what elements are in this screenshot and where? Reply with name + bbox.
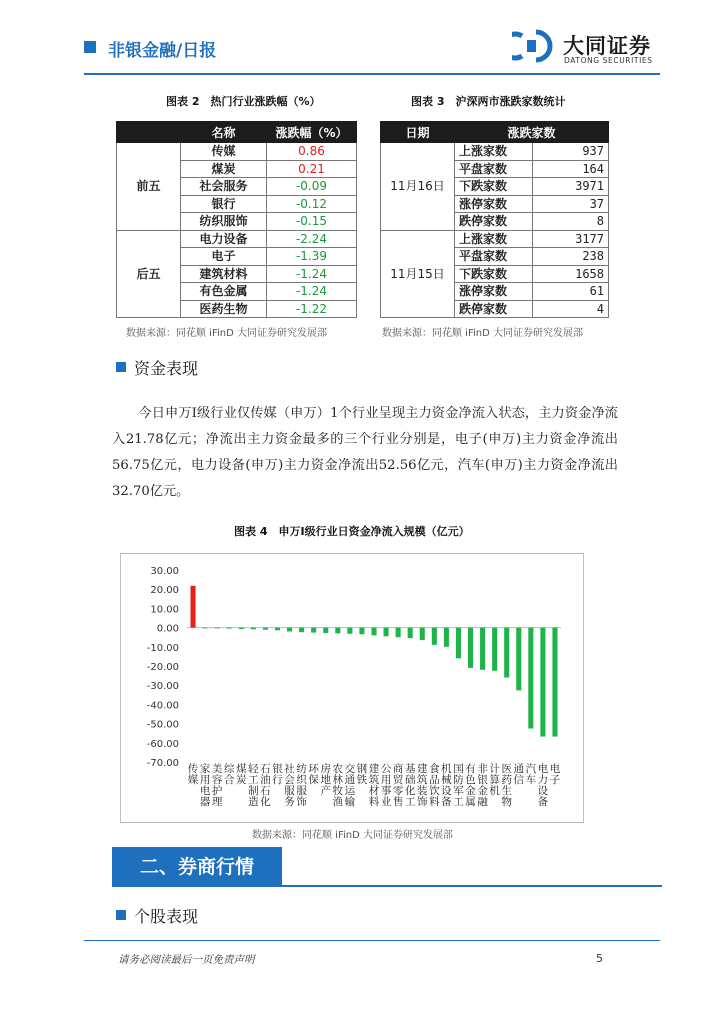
- x-tick-label: 环保: [308, 763, 319, 786]
- count-label: 下跌家数: [455, 178, 533, 196]
- bar-有色金属: [468, 628, 473, 668]
- fig3-caption: 图表 3 沪深两市涨跌家数统计: [411, 95, 566, 108]
- count-label: 跌停家数: [455, 213, 533, 231]
- x-tick-label: 计算机: [489, 763, 500, 797]
- bar-汽车: [528, 628, 533, 729]
- x-tick-label: 机械设备: [441, 763, 452, 808]
- bar-通信: [516, 628, 521, 691]
- change-value: -0.15: [267, 213, 357, 231]
- bar-计算机: [492, 628, 497, 671]
- fig2-source: 数据来源：同花顺 iFinD 大同证券研究发展部: [126, 328, 327, 339]
- bar-银行: [275, 628, 280, 631]
- table-row: [117, 230, 357, 248]
- chart-frame: [120, 553, 584, 823]
- report-category-title: 非银金融/日报: [108, 41, 217, 61]
- fund-paragraph-text: 今日申万Ⅰ级行业仅传媒（申万）1个行业呈现主力资金净流入状态，主力资金净流入21.78亿元；净流出主力资金最多的三个行业分别是，电子(申万)主力资金净流出56.75亿元，电力设备(申万)主力资金净流出52.56亿元，汽车(申万)主力资金净流出32.70亿元。: [112, 406, 618, 499]
- x-tick-label: 非银金融: [477, 763, 488, 808]
- count-label: 涨停家数: [455, 195, 533, 213]
- x-tick-label: 轻工制造: [248, 763, 259, 808]
- industry-name: 银行: [181, 195, 267, 213]
- industry-name: 电力设备: [181, 230, 267, 248]
- x-tick-label: 有色金属: [465, 763, 476, 808]
- industry-name: 医药生物: [181, 300, 267, 318]
- header-square-icon: [84, 41, 96, 53]
- x-tick-label: 银行: [272, 763, 283, 786]
- bar-电子: [552, 628, 557, 737]
- fund-flow-chart: [121, 554, 583, 822]
- change-value: -0.09: [267, 178, 357, 196]
- section-title-fund: 资金表现: [134, 359, 199, 378]
- section-banner-broker: 二、券商行情: [112, 847, 282, 887]
- x-tick-label: 公用事业: [380, 763, 392, 808]
- y-tick-label: -40.00: [146, 700, 179, 712]
- footer-disclaimer: 请务必阅读最后一页免责声明: [118, 954, 255, 966]
- count-value: 3177: [533, 230, 609, 248]
- count-label: 平盘家数: [455, 160, 533, 178]
- x-tick-label: 电力设备: [537, 763, 549, 808]
- logo-text-cn: 大同证券: [563, 34, 651, 58]
- y-tick-label: -30.00: [146, 681, 179, 693]
- x-tick-label: 基础化工: [404, 763, 416, 808]
- count-value: 164: [533, 160, 609, 178]
- date-cell: 11月15日: [381, 230, 455, 318]
- industry-name: 纺织服饰: [181, 213, 267, 231]
- x-tick-label: 医药生物: [501, 763, 512, 808]
- change-value: -1.24: [267, 283, 357, 301]
- industry-name: 电子: [181, 248, 267, 266]
- bar-纺织服饰: [299, 628, 304, 633]
- table-header-row: [381, 122, 609, 143]
- x-tick-label: 美容护理: [211, 763, 223, 808]
- industry-name: 煤炭: [181, 160, 267, 178]
- bar-建筑材料: [371, 628, 376, 636]
- bar-社会服务: [287, 628, 292, 632]
- bar-环保: [311, 628, 316, 633]
- group-label: 后五: [117, 230, 181, 318]
- x-tick-label: 农林牧渔: [332, 763, 344, 808]
- count-value: 37: [533, 195, 609, 213]
- x-tick-label: 纺织服饰: [296, 763, 307, 808]
- x-tick-label: 房地产: [320, 763, 331, 797]
- count-label: 跌停家数: [455, 300, 533, 318]
- change-value: -2.24: [267, 230, 357, 248]
- bar-石油石化: [263, 628, 268, 630]
- change-value: 0.86: [267, 143, 357, 161]
- bar-家用电器: [203, 628, 208, 629]
- header-count: 涨跌家数: [455, 122, 609, 143]
- change-value: -1.22: [267, 300, 357, 318]
- bar-机械设备: [444, 628, 449, 647]
- bar-美容护理: [215, 628, 220, 629]
- count-value: 61: [533, 283, 609, 301]
- y-tick-label: -50.00: [146, 719, 179, 731]
- fig2-caption: 图表 2 热门行业涨跌幅（%）: [166, 95, 321, 108]
- fund-paragraph: [112, 401, 618, 505]
- y-tick-label: 20.00: [150, 585, 179, 597]
- industry-name: 社会服务: [181, 178, 267, 196]
- industry-name: 建筑材料: [181, 265, 267, 283]
- y-tick-label: 10.00: [150, 604, 179, 616]
- x-tick-label: 商贸零售: [392, 763, 404, 808]
- section-square-icon: [116, 910, 126, 920]
- logo-text-en: DATONG SECURITIES: [564, 56, 653, 65]
- bar-房地产: [323, 628, 328, 633]
- header-name: 名称: [181, 122, 267, 143]
- x-tick-label: 食品饮料: [429, 763, 440, 808]
- industry-name: 传媒: [181, 143, 267, 161]
- section-title-stock: 个股表现: [134, 907, 199, 926]
- change-value: 0.21: [267, 160, 357, 178]
- y-tick-label: 0.00: [156, 623, 179, 635]
- change-value: -1.39: [267, 248, 357, 266]
- y-tick-label: 30.00: [150, 566, 179, 577]
- bar-商贸零售: [396, 628, 401, 638]
- header-date: 日期: [381, 122, 455, 143]
- header-blank: [117, 122, 181, 143]
- x-tick-label: 传媒: [187, 763, 199, 786]
- bar-煤炭: [239, 628, 244, 629]
- section-square-icon: [116, 362, 126, 372]
- count-value: 238: [533, 248, 609, 266]
- count-label: 下跌家数: [455, 265, 533, 283]
- header-change: 涨跌幅（%）: [267, 122, 357, 143]
- x-tick-label: 汽车: [525, 763, 537, 786]
- bar-交通运输: [347, 628, 352, 634]
- fig3-source: 数据来源：同花顺 iFinD 大同证券研究发展部: [382, 328, 583, 339]
- header-divider: [84, 73, 660, 75]
- bar-基础化工: [408, 628, 413, 639]
- bar-建筑装饰: [420, 628, 425, 640]
- market-breadth-table: [380, 121, 609, 318]
- bar-传媒: [190, 586, 195, 628]
- bar-农林牧渔: [335, 628, 340, 634]
- x-tick-label: 煤炭: [236, 763, 247, 786]
- group-label: 前五: [117, 143, 181, 231]
- x-tick-label: 社会服务: [284, 763, 295, 808]
- count-label: 涨停家数: [455, 283, 533, 301]
- count-value: 3971: [533, 178, 609, 196]
- x-tick-label: 家用电器: [199, 763, 211, 808]
- count-label: 上涨家数: [455, 143, 533, 161]
- bar-钢铁: [359, 628, 364, 635]
- y-tick-label: -20.00: [146, 662, 179, 673]
- count-label: 平盘家数: [455, 248, 533, 266]
- bar-医药生物: [504, 628, 509, 678]
- table-header-row: [117, 122, 357, 143]
- x-tick-label: 钢铁: [356, 763, 368, 786]
- industry-name: 有色金属: [181, 283, 267, 301]
- date-cell: 11月16日: [381, 143, 455, 231]
- footer-divider: [84, 940, 660, 941]
- count-value: 937: [533, 143, 609, 161]
- bar-非银金融: [480, 628, 485, 670]
- bar-国防军工: [456, 628, 461, 659]
- hot-industry-table: [116, 121, 357, 318]
- count-label: 上涨家数: [455, 230, 533, 248]
- page-number: 5: [596, 952, 603, 965]
- y-tick-label: -70.00: [146, 758, 179, 769]
- x-tick-label: 电子: [549, 763, 561, 786]
- fig4-caption: 图表 4 申万Ⅰ级行业日资金净流入规模（亿元）: [234, 525, 470, 538]
- count-value: 8: [533, 213, 609, 231]
- bar-电力设备: [540, 628, 545, 737]
- bar-公用事业: [384, 628, 389, 637]
- y-tick-label: -10.00: [146, 642, 179, 654]
- bar-食品饮料: [432, 628, 437, 645]
- change-value: -0.12: [267, 195, 357, 213]
- bar-综合: [227, 628, 232, 629]
- x-tick-label: 综合: [223, 763, 235, 786]
- x-tick-label: 石油石化: [260, 763, 271, 808]
- y-tick-label: -60.00: [146, 738, 179, 750]
- change-value: -1.24: [267, 265, 357, 283]
- banner-underline: [112, 885, 662, 887]
- x-tick-label: 通信: [513, 763, 525, 786]
- datong-logo-icon: [512, 28, 556, 64]
- bar-轻工制造: [251, 628, 256, 630]
- x-tick-label: 国防军工: [453, 763, 464, 808]
- count-value: 4: [533, 300, 609, 318]
- x-tick-label: 建筑装饰: [417, 763, 428, 808]
- table-row: [381, 143, 609, 161]
- table-row: [381, 230, 609, 248]
- count-value: 1658: [533, 265, 609, 283]
- x-tick-label: 建筑材料: [368, 763, 380, 808]
- table-row: [117, 143, 357, 161]
- x-tick-label: 交通运输: [344, 763, 356, 808]
- fig4-source: 数据来源：同花顺 iFinD 大同证券研究发展部: [252, 830, 453, 841]
